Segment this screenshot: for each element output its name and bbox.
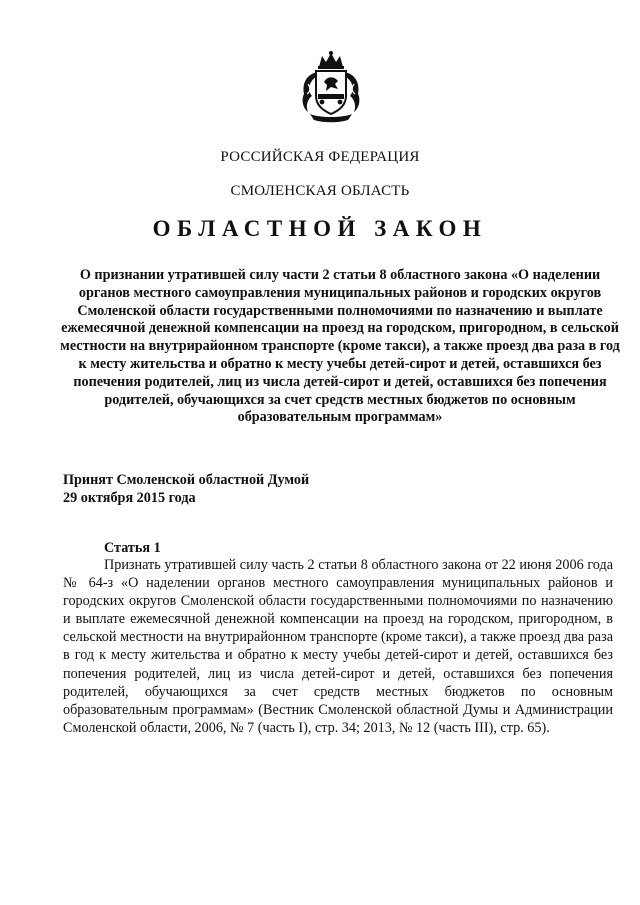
document-type-title: ОБЛАСТНОЙ ЗАКОН (152, 216, 488, 241)
coat-of-arms-icon (298, 50, 364, 124)
adoption-date: 29 октября 2015 года (63, 490, 196, 506)
law-title: О признании утратившей силу части 2 статьи 8 областного закона «О наделении органов местного самоуправления муниципальных районов и городских округов Смоленской области государственными полномочиями по назначению и выплате ежемесячной денежной компенсации на проезд на городском, пригородном, в сельской местности на внутрирайонном транспорте (кроме такси), а также проезд два раза в год к месту жительства и обратно к месту учебы детей-сирот и детей, оставшихся без попечения родителей, лиц из числа детей-сирот и детей, оставшихся без попечения родителей, обучающихся за счет средств местных бюджетов по основным образовательным программам» (60, 267, 620, 426)
article-body: Признать утратившей силу часть 2 статьи 8 областного закона от 22 июня 2006 года № 64-з «О наделении органов местного самоуправления муниципальных районов и городских округов Смоленской области государственными полномочиями по назначению и выплате ежемесячной денежной компенсации на проезд на городском, пригородном, в сельской местности на внутрирайонном транспорте (кроме такси), а также проезд два раза в год к месту жительства и обратно к месту учебы детей-сирот и детей, оставшихся без попечения родителей, лиц из числа детей-сирот и детей, оставшихся без попечения родителей, обучающихся за счет средств местных бюджетов по основным образовательным программам» (Вестник Смоленской областной Думы и Администрации Смоленской области, 2006, № 7 (часть I), стр. 34; 2013, № 12 (часть III), стр. 65). (63, 557, 613, 736)
country-name: РОССИЙСКАЯ ФЕДЕРАЦИЯ (220, 149, 420, 165)
article-heading: Статья 1 (104, 540, 161, 556)
region-name: СМОЛЕНСКАЯ ОБЛАСТЬ (230, 183, 410, 199)
adoption-info (63, 471, 309, 507)
adoption-body: Принят Смоленской областной Думой (63, 472, 310, 488)
